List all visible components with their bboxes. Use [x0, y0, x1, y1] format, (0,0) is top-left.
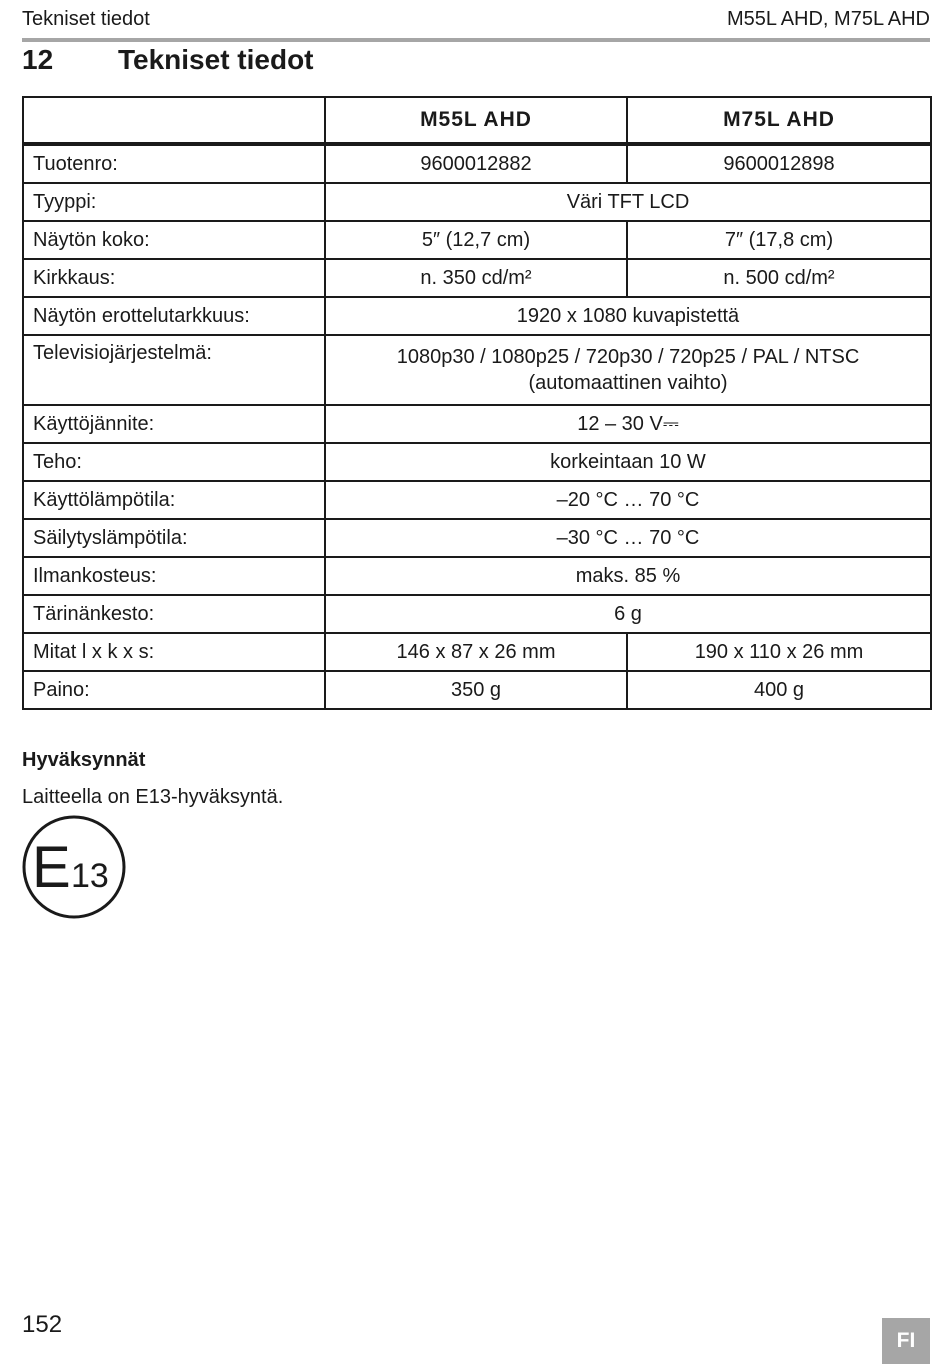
cell-m75l: n. 500 cd/m²	[627, 259, 931, 297]
cell-m75l: 9600012898	[627, 144, 931, 183]
table-row	[23, 633, 931, 671]
cell-shared: 12 – 30 V⎓	[325, 405, 931, 443]
table-row	[23, 259, 931, 297]
e13-approval-mark-icon	[22, 815, 126, 919]
header-rule	[22, 38, 930, 42]
cell-m75l: 7″ (17,8 cm)	[627, 221, 931, 259]
running-header-models: M55L AHD, M75L AHD	[726, 8, 930, 30]
spec-table-header-row	[23, 97, 931, 144]
cell-shared: 1920 x 1080 kuvapistettä	[325, 297, 931, 335]
cell-shared: 6 g	[325, 595, 931, 633]
cell-shared	[325, 335, 931, 405]
approvals-heading: Hyväksynnät	[22, 749, 146, 771]
cell-m55l: 146 x 87 x 26 mm	[325, 633, 627, 671]
cell-shared: korkeintaan 10 W	[325, 443, 931, 481]
row-label: Teho:	[23, 443, 325, 481]
chapter-title: Tekniset tiedot	[118, 44, 314, 75]
e13-mark-number: 13	[71, 857, 109, 895]
table-row	[23, 671, 931, 709]
cell-m55l: 5″ (12,7 cm)	[325, 221, 627, 259]
e13-mark-letter: E	[32, 835, 71, 900]
column-header-m75l: M75L AHD	[627, 97, 931, 144]
page-number: 152	[22, 1311, 63, 1338]
chapter-heading	[22, 44, 314, 76]
row-label: Näytön koko:	[23, 221, 325, 259]
language-tab: FI	[882, 1318, 930, 1364]
chapter-number: 12	[22, 44, 54, 75]
table-row	[23, 335, 931, 405]
cell-shared-line-2: (automaattinen vaihto)	[528, 372, 728, 394]
table-row	[23, 144, 931, 183]
table-row	[23, 557, 931, 595]
cell-shared: –20 °C … 70 °C	[325, 481, 931, 519]
row-label: Näytön erottelutarkkuus:	[23, 297, 325, 335]
row-label: Tärinänkesto:	[23, 595, 325, 633]
row-label: Ilmankosteus:	[23, 557, 325, 595]
cell-shared: maks. 85 %	[325, 557, 931, 595]
row-label: Säilytyslämpötila:	[23, 519, 325, 557]
cell-shared-line-1: 1080p30 / 1080p25 / 720p30 / 720p25 / PAL / NTSC	[396, 346, 860, 368]
approvals-text: Laitteella on E13-hyväksyntä.	[22, 786, 284, 808]
running-header-section: Tekniset tiedot	[22, 8, 150, 30]
cell-shared: –30 °C … 70 °C	[325, 519, 931, 557]
cell-shared: Väri TFT LCD	[325, 183, 931, 221]
row-label: Käyttölämpötila:	[23, 481, 325, 519]
row-label: Tyyppi:	[23, 183, 325, 221]
row-label: Mitat l x k x s:	[23, 633, 325, 671]
table-row	[23, 481, 931, 519]
table-row	[23, 519, 931, 557]
cell-m75l: 400 g	[627, 671, 931, 709]
column-header-empty	[23, 97, 325, 144]
row-label: Televisiojärjestelmä:	[23, 335, 325, 405]
row-label: Paino:	[23, 671, 325, 709]
row-label: Tuotenro:	[23, 144, 325, 183]
row-label: Kirkkaus:	[23, 259, 325, 297]
cell-m75l: 190 x 110 x 26 mm	[627, 633, 931, 671]
cell-m55l: 9600012882	[325, 144, 627, 183]
table-row	[23, 405, 931, 443]
table-row	[23, 297, 931, 335]
table-row	[23, 443, 931, 481]
table-row	[23, 183, 931, 221]
cell-m55l: n. 350 cd/m²	[325, 259, 627, 297]
column-header-m55l: M55L AHD	[325, 97, 627, 144]
running-header	[22, 8, 930, 38]
cell-m55l: 350 g	[325, 671, 627, 709]
table-row	[23, 221, 931, 259]
row-label: Käyttöjännite:	[23, 405, 325, 443]
table-row	[23, 595, 931, 633]
spec-table	[22, 96, 932, 710]
